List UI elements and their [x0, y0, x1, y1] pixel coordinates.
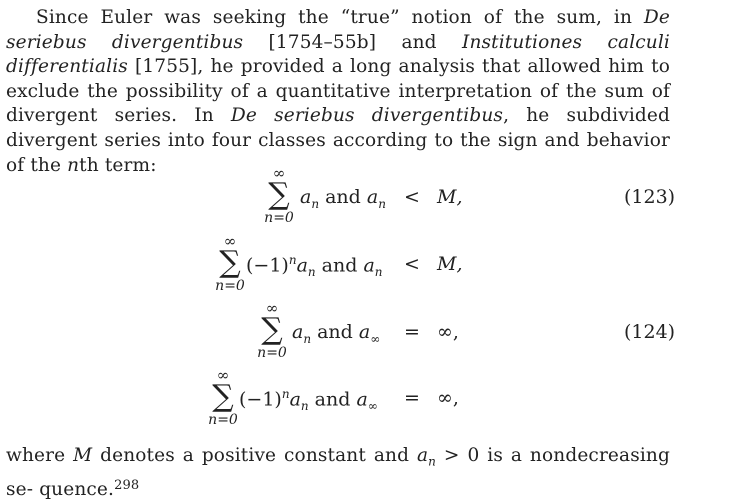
math-var: a — [416, 445, 429, 466]
term-sub: n — [307, 265, 316, 280]
text-run: where — [6, 445, 74, 466]
bound-value: ∞, — [437, 387, 459, 409]
sum-upper-limit: ∞ — [216, 366, 230, 384]
term-sub: n — [303, 331, 312, 346]
term-sub: n — [311, 196, 320, 211]
sign-exponent: n — [288, 253, 297, 267]
sign-factor: (−1) — [239, 388, 282, 411]
cond-sub: ∞ — [367, 399, 378, 414]
sign-factor: (−1) — [246, 254, 289, 277]
relation-symbol: < — [404, 186, 420, 208]
equation-lhs — [246, 253, 383, 279]
sigma-symbol: ∑ — [268, 177, 290, 212]
summation — [213, 234, 247, 294]
cond-sub: ∞ — [370, 331, 381, 346]
sum-lower-limit: n=0 — [215, 278, 245, 294]
bound-value: ∞, — [437, 321, 459, 343]
summation — [255, 301, 289, 361]
book-title: De seriebus divergentibus — [6, 7, 670, 53]
text-run: quence. — [39, 479, 115, 501]
equation-rhs — [437, 387, 459, 409]
sigma-symbol: ∑ — [219, 245, 241, 280]
text-run: th term: — [79, 154, 157, 176]
sum-upper-limit: ∞ — [272, 164, 286, 182]
book-title: Institutiones calculi differentialis — [6, 31, 670, 78]
relation-symbol: = — [404, 387, 420, 409]
connector: and — [311, 321, 359, 343]
cond-sub: n — [374, 265, 383, 280]
equation-rhs: M, — [437, 253, 463, 275]
term-var: a — [300, 186, 312, 208]
closing-paragraph — [6, 444, 670, 503]
term-var: a — [296, 254, 308, 277]
cond-var: a — [363, 254, 375, 277]
footnote-marker[interactable]: 298 — [114, 478, 140, 494]
text-run: Since Euler was seeking the “true” notion of the sum, in — [36, 7, 644, 28]
equation-rhs: M, — [437, 186, 463, 208]
equation-rhs — [437, 321, 459, 343]
sum-upper-limit: ∞ — [265, 299, 279, 317]
intro-paragraph — [6, 6, 670, 182]
text-run: , he subdivided divergent series into four classes according to the sign and behavior of the — [6, 105, 670, 176]
sigma-symbol: ∑ — [261, 312, 283, 347]
sum-lower-limit: n=0 — [264, 210, 294, 226]
sign-exponent: n — [281, 387, 290, 401]
relation-symbol: = — [404, 321, 420, 343]
sum-lower-limit: n=0 — [257, 345, 287, 361]
summation — [206, 368, 240, 428]
math-var: n — [67, 154, 80, 176]
text-run: [1755], he provided a long analysis that allowed him to exclude the possibility of a quantitative interpretation of the sum of divergent series. In — [6, 56, 670, 127]
equation-lhs — [300, 186, 386, 211]
connector: and — [315, 254, 364, 277]
text-run: denotes a positive constant and — [92, 445, 417, 466]
math-sub: n — [428, 454, 437, 469]
cond-var: a — [366, 186, 379, 208]
text-run: [1754–55b] and — [243, 31, 462, 53]
equation-number: (123) — [624, 186, 676, 208]
equation-lhs — [239, 387, 378, 413]
summation — [262, 166, 296, 226]
cond-var: a — [358, 321, 371, 343]
term-var: a — [292, 321, 304, 343]
relation-symbol: < — [404, 253, 420, 275]
connector: and — [319, 186, 367, 208]
term-sub: n — [300, 399, 309, 414]
equation-number: (124) — [624, 321, 676, 343]
sigma-symbol: ∑ — [212, 379, 234, 414]
cond-sub: n — [378, 196, 386, 211]
term-var: a — [289, 388, 301, 411]
equation-row — [0, 368, 741, 448]
sum-upper-limit: ∞ — [223, 232, 237, 250]
book-title: De seriebus divergentibus — [230, 105, 504, 127]
sum-lower-limit: n=0 — [208, 412, 238, 428]
connector: and — [308, 388, 357, 411]
equation-lhs — [292, 321, 380, 346]
text-run: > 0 is a nondecreasing se- — [6, 445, 670, 501]
cond-var: a — [356, 388, 368, 411]
math-var: M — [73, 445, 93, 466]
